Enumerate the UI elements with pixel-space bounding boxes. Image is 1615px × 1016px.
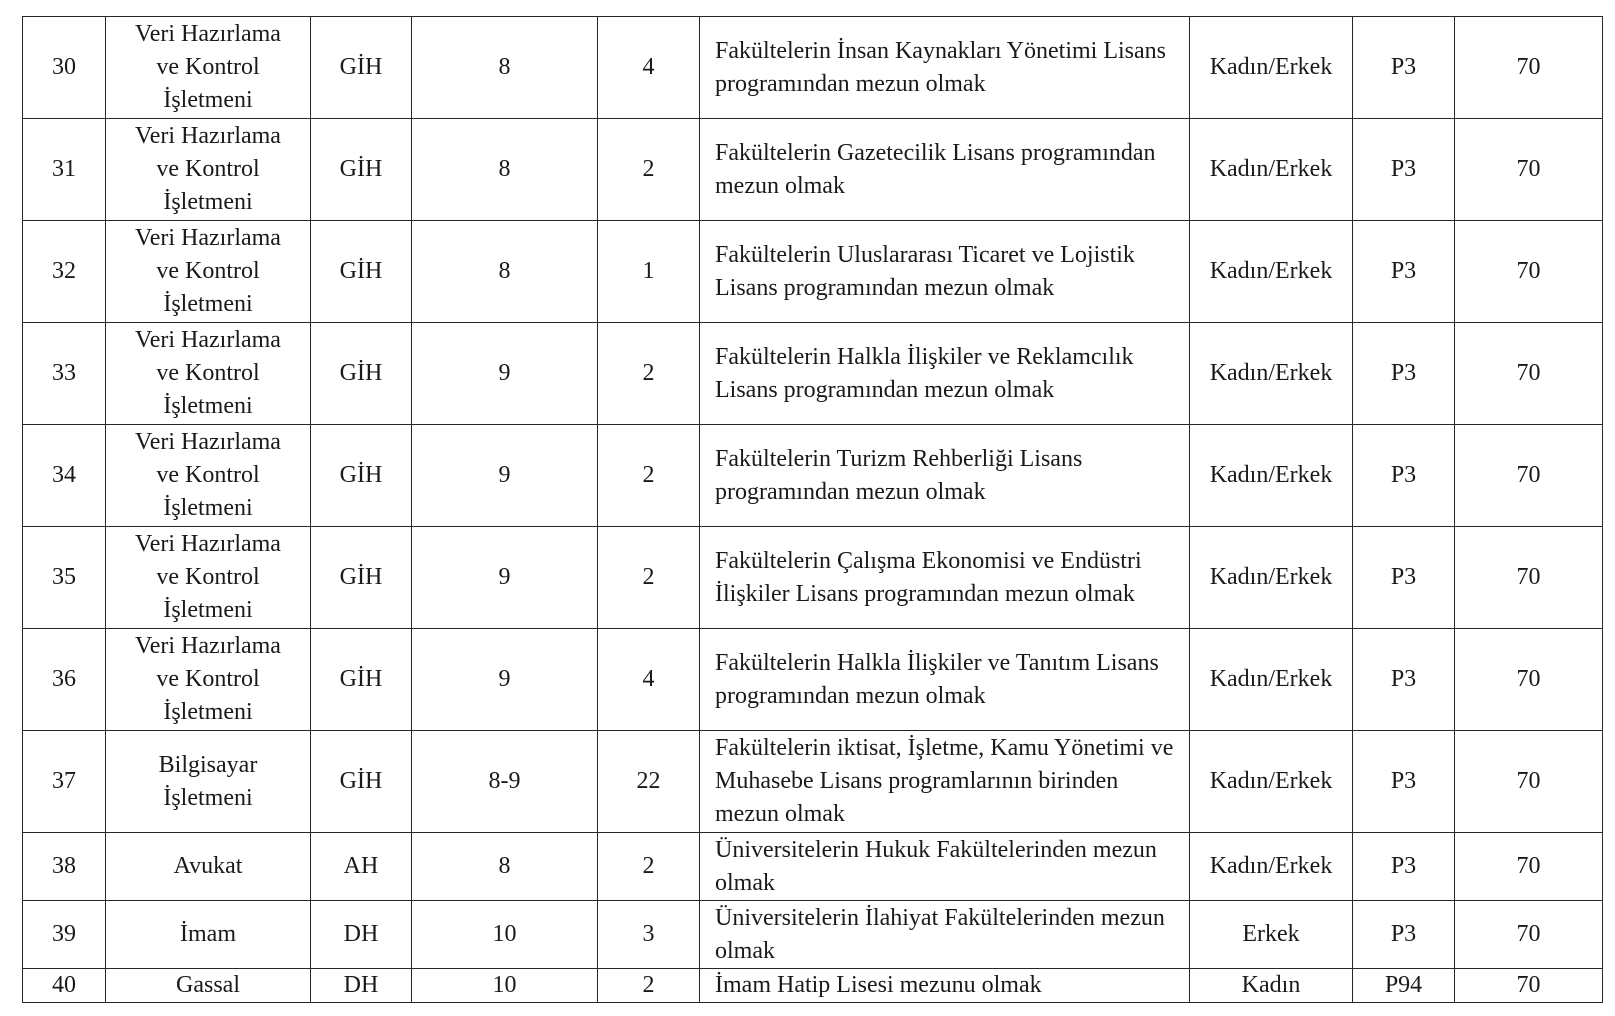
gender-cell: Kadın/Erkek: [1190, 731, 1353, 833]
min-score-cell: 70: [1455, 221, 1603, 323]
row-number-cell: 32: [23, 221, 106, 323]
requirement-cell: Fakültelerin Gazetecilik Lisans programından mezun olmak: [700, 119, 1190, 221]
positions-table: [22, 16, 1603, 1003]
position-title-line: Veri Hazırlama: [135, 633, 281, 659]
position-count-cell: 2: [598, 969, 700, 1003]
grade-cell: 9: [412, 527, 598, 629]
position-count-cell: 2: [598, 323, 700, 425]
min-score-cell: 70: [1455, 629, 1603, 731]
position-title-line: Veri Hazırlama: [135, 123, 281, 149]
score-type-cell: P3: [1353, 901, 1455, 969]
position-count-cell: 1: [598, 221, 700, 323]
requirement-cell: İmam Hatip Lisesi mezunu olmak: [700, 969, 1190, 1003]
position-title-line: İşletmeni: [163, 87, 253, 113]
position-count-cell: 4: [598, 17, 700, 119]
position-count-cell: 2: [598, 425, 700, 527]
requirement-cell: Fakültelerin iktisat, İşletme, Kamu Yönetimi ve Muhasebe Lisans programlarının birinden mezun olmak: [700, 731, 1190, 833]
gender-cell: Kadın/Erkek: [1190, 323, 1353, 425]
position-title-cell: [106, 425, 311, 527]
position-count-cell: 4: [598, 629, 700, 731]
requirement-cell: Fakültelerin Halkla İlişkiler ve Reklamcılık Lisans programından mezun olmak: [700, 323, 1190, 425]
score-type-cell: P3: [1353, 629, 1455, 731]
min-score-cell: 70: [1455, 901, 1603, 969]
table-row: [23, 425, 1603, 527]
min-score-cell: 70: [1455, 323, 1603, 425]
position-title-line: Veri Hazırlama: [135, 21, 281, 47]
table-row: [23, 17, 1603, 119]
service-class-cell: GİH: [311, 323, 412, 425]
requirement-cell: Fakültelerin Çalışma Ekonomisi ve Endüstri İlişkiler Lisans programından mezun olmak: [700, 527, 1190, 629]
requirement-cell: Üniversitelerin İlahiyat Fakültelerinden mezun olmak: [700, 901, 1190, 969]
position-title-cell: [106, 221, 311, 323]
position-title-line: Veri Hazırlama: [135, 531, 281, 557]
position-count-cell: 2: [598, 119, 700, 221]
position-title-cell: [106, 833, 311, 901]
requirement-cell: Üniversitelerin Hukuk Fakültelerinden mezun olmak: [700, 833, 1190, 901]
score-type-cell: P94: [1353, 969, 1455, 1003]
grade-cell: 8-9: [412, 731, 598, 833]
position-count-cell: 22: [598, 731, 700, 833]
table-row: [23, 323, 1603, 425]
score-type-cell: P3: [1353, 17, 1455, 119]
position-title-cell: [106, 969, 311, 1003]
service-class-cell: GİH: [311, 17, 412, 119]
table-body: [23, 17, 1603, 1003]
table-row: [23, 969, 1603, 1003]
row-number-cell: 33: [23, 323, 106, 425]
row-number-cell: 39: [23, 901, 106, 969]
service-class-cell: GİH: [311, 119, 412, 221]
row-number-cell: 36: [23, 629, 106, 731]
gender-cell: Erkek: [1190, 901, 1353, 969]
gender-cell: Kadın/Erkek: [1190, 629, 1353, 731]
position-title-line: İşletmeni: [163, 291, 253, 317]
grade-cell: 10: [412, 969, 598, 1003]
score-type-cell: P3: [1353, 833, 1455, 901]
gender-cell: Kadın/Erkek: [1190, 119, 1353, 221]
position-title-line: ve Kontrol: [156, 156, 260, 182]
min-score-cell: 70: [1455, 425, 1603, 527]
row-number-cell: 31: [23, 119, 106, 221]
position-title-line: İmam: [180, 921, 236, 947]
score-type-cell: P3: [1353, 425, 1455, 527]
position-title-line: ve Kontrol: [156, 666, 260, 692]
grade-cell: 9: [412, 425, 598, 527]
table-row: [23, 901, 1603, 969]
row-number-cell: 30: [23, 17, 106, 119]
score-type-cell: P3: [1353, 119, 1455, 221]
requirement-cell: Fakültelerin Halkla İlişkiler ve Tanıtım Lisans programından mezun olmak: [700, 629, 1190, 731]
min-score-cell: 70: [1455, 969, 1603, 1003]
position-title-line: Gassal: [176, 972, 240, 998]
position-count-cell: 2: [598, 527, 700, 629]
service-class-cell: GİH: [311, 221, 412, 323]
requirement-cell: Fakültelerin İnsan Kaynakları Yönetimi Lisans programından mezun olmak: [700, 17, 1190, 119]
row-number-cell: 40: [23, 969, 106, 1003]
gender-cell: Kadın: [1190, 969, 1353, 1003]
service-class-cell: GİH: [311, 527, 412, 629]
score-type-cell: P3: [1353, 323, 1455, 425]
service-class-cell: GİH: [311, 629, 412, 731]
position-title-cell: [106, 731, 311, 833]
gender-cell: Kadın/Erkek: [1190, 221, 1353, 323]
position-title-line: ve Kontrol: [156, 360, 260, 386]
gender-cell: Kadın/Erkek: [1190, 833, 1353, 901]
table-row: [23, 221, 1603, 323]
gender-cell: Kadın/Erkek: [1190, 17, 1353, 119]
position-title-line: Veri Hazırlama: [135, 429, 281, 455]
grade-cell: 8: [412, 833, 598, 901]
row-number-cell: 34: [23, 425, 106, 527]
table-row: [23, 833, 1603, 901]
min-score-cell: 70: [1455, 119, 1603, 221]
service-class-cell: GİH: [311, 425, 412, 527]
grade-cell: 8: [412, 17, 598, 119]
min-score-cell: 70: [1455, 833, 1603, 901]
position-title-line: İşletmeni: [163, 495, 253, 521]
min-score-cell: 70: [1455, 731, 1603, 833]
grade-cell: 10: [412, 901, 598, 969]
table-row: [23, 629, 1603, 731]
position-title-line: ve Kontrol: [156, 54, 260, 80]
position-title-line: İşletmeni: [163, 699, 253, 725]
position-title-cell: [106, 527, 311, 629]
position-title-line: ve Kontrol: [156, 564, 260, 590]
position-title-line: ve Kontrol: [156, 462, 260, 488]
position-title-line: İşletmeni: [163, 189, 253, 215]
service-class-cell: DH: [311, 901, 412, 969]
position-title-line: İşletmeni: [163, 597, 253, 623]
grade-cell: 9: [412, 629, 598, 731]
gender-cell: Kadın/Erkek: [1190, 425, 1353, 527]
min-score-cell: 70: [1455, 527, 1603, 629]
requirement-cell: Fakültelerin Turizm Rehberliği Lisans programından mezun olmak: [700, 425, 1190, 527]
service-class-cell: GİH: [311, 731, 412, 833]
grade-cell: 8: [412, 119, 598, 221]
position-title-cell: [106, 17, 311, 119]
position-title-line: ve Kontrol: [156, 258, 260, 284]
service-class-cell: DH: [311, 969, 412, 1003]
requirement-cell: Fakültelerin Uluslararası Ticaret ve Lojistik Lisans programından mezun olmak: [700, 221, 1190, 323]
gender-cell: Kadın/Erkek: [1190, 527, 1353, 629]
score-type-cell: P3: [1353, 731, 1455, 833]
score-type-cell: P3: [1353, 527, 1455, 629]
table-row: [23, 527, 1603, 629]
position-title-line: Veri Hazırlama: [135, 225, 281, 251]
position-count-cell: 2: [598, 833, 700, 901]
service-class-cell: AH: [311, 833, 412, 901]
position-count-cell: 3: [598, 901, 700, 969]
row-number-cell: 38: [23, 833, 106, 901]
position-title-cell: [106, 629, 311, 731]
position-title-cell: [106, 901, 311, 969]
table-row: [23, 731, 1603, 833]
position-title-line: Veri Hazırlama: [135, 327, 281, 353]
position-title-line: Avukat: [173, 853, 243, 879]
score-type-cell: P3: [1353, 221, 1455, 323]
table-row: [23, 119, 1603, 221]
row-number-cell: 35: [23, 527, 106, 629]
position-title-line: İşletmeni: [163, 784, 253, 811]
position-title-cell: [106, 323, 311, 425]
row-number-cell: 37: [23, 731, 106, 833]
position-title-line: Bilgisayar: [158, 751, 258, 778]
position-title-cell: [106, 119, 311, 221]
min-score-cell: 70: [1455, 17, 1603, 119]
grade-cell: 8: [412, 221, 598, 323]
position-title-line: İşletmeni: [163, 393, 253, 419]
grade-cell: 9: [412, 323, 598, 425]
